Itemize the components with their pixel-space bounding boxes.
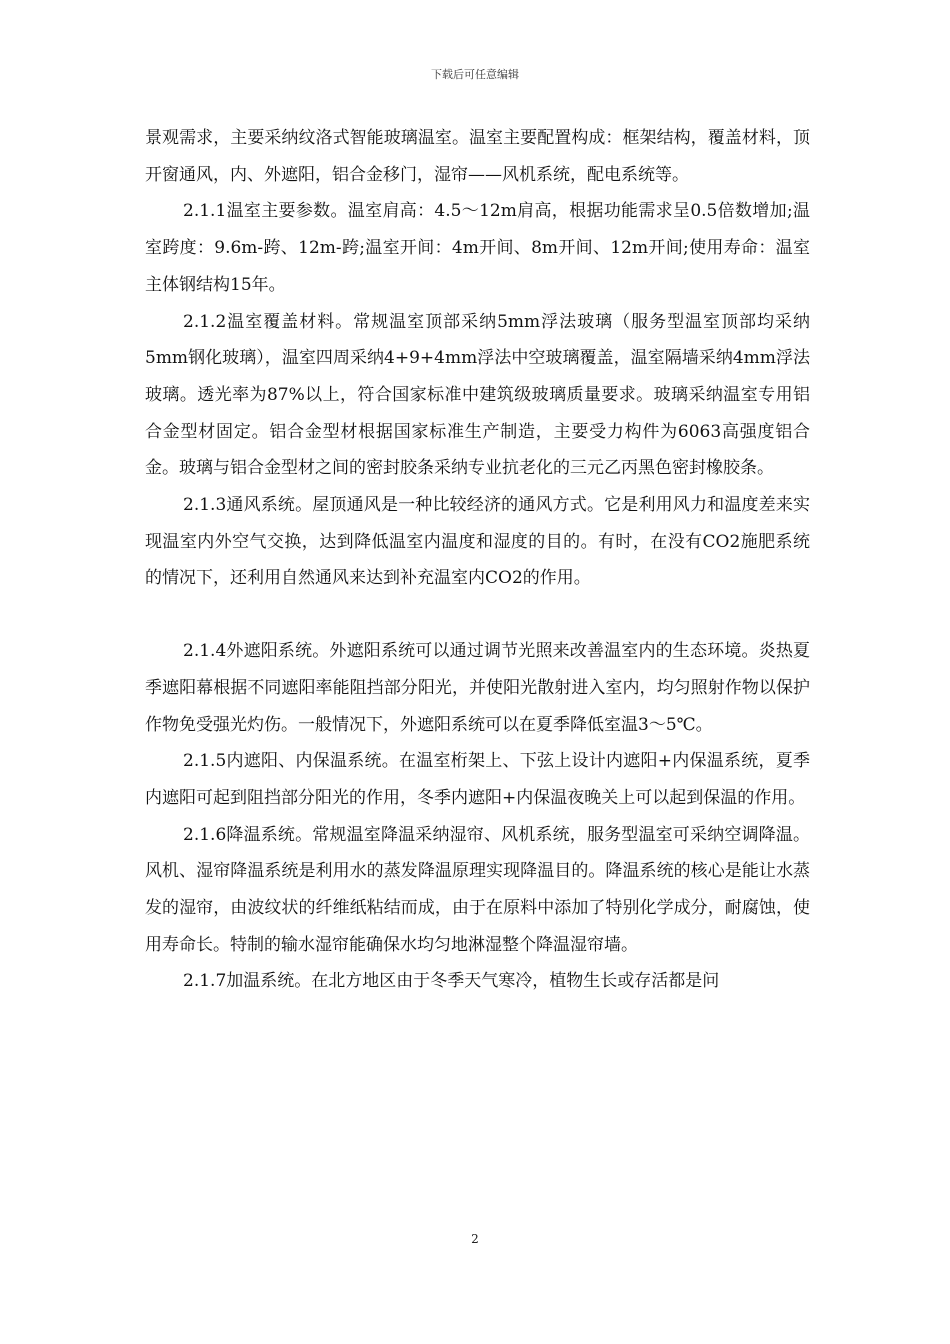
paragraph-2-1-2: 2.1.2温室覆盖材料。常规温室顶部采纳5mm浮法玻璃（服务型温室顶部均采纳5mm钢化玻璃），温室四周采纳4+9+4mm浮法中空玻璃覆盖，温室隔墙采纳4mm浮法玻璃。透光率为87%以上，符合国家标准中建筑级玻璃质量要求。玻璃采纳温室专用铝合金型材固定。铝合金型材根据国家标准生产制造，主要受力构件为6063高强度铝合金。玻璃与铝合金型材之间的密封胶条采纳专业抗老化的三元乙丙黑色密封橡胶条。 [145,311,810,479]
paragraph-2-1-4: 2.1.4外遮阳系统。外遮阳系统可以通过调节光照来改善温室内的生态环境。炎热夏季遮阳幕根据不同遮阳率能阻挡部分阳光，并使阳光散射进入室内，均匀照射作物以保护作物免受强光灼伤。一般情况下，外遮阳系统可以在夏季降低室温3～5℃。 [145,641,810,735]
paragraph-2-1-5: 2.1.5内遮阳、内保温系统。在温室桁架上、下弦上设计内遮阳+内保温系统，夏季内遮阳可起到阻挡部分阳光的作用，冬季内遮阳+内保温夜晚关上可以起到保温的作用。 [145,751,810,808]
paragraph-2-1-7: 2.1.7加温系统。在北方地区由于冬季天气寒冷，植物生长或存活都是问 [183,971,720,992]
paragraph-2-1-1: 2.1.1温室主要参数。温室肩高：4.5～12m肩高，根据功能需求呈0.5倍数增加;温室跨度：9.6m-跨、12m-跨;温室开间：4m开间、8m开间、12m开间;使用寿命：温室主体钢结构15年。 [145,201,810,295]
paragraph-2-1-6: 2.1.6降温系统。常规温室降温采纳湿帘、风机系统，服务型温室可采纳空调降温。风机、湿帘降温系统是利用水的蒸发降温原理实现降温目的。降温系统的核心是能让水蒸发的湿帘，由波纹状的纤维纸粘结而成，由于在原料中添加了特别化学成分，耐腐蚀，使用寿命长。特制的输水湿帘能确保水均匀地淋湿整个降温湿帘墙。 [145,824,810,955]
page-number: 2 [471,1232,479,1246]
document-body [145,120,810,1000]
page-header: 下载后可任意编辑 [431,68,519,81]
paragraph-2-1-3: 2.1.3通风系统。屋顶通风是一种比较经济的通风方式。它是利用风力和温度差来实现温室内外空气交换，达到降低温室内温度和湿度的目的。有时，在没有CO2施肥系统的情况下，还利用自然通风来达到补充温室内CO2的作用。 [145,495,810,589]
paragraph-spacer [145,597,810,633]
paragraph-intro-continued: 景观需求，主要采纳纹洛式智能玻璃温室。温室主要配置构成：框架结构，覆盖材料，顶开窗通风，内、外遮阳，铝合金移门，湿帘——风机系统，配电系统等。 [145,128,810,185]
